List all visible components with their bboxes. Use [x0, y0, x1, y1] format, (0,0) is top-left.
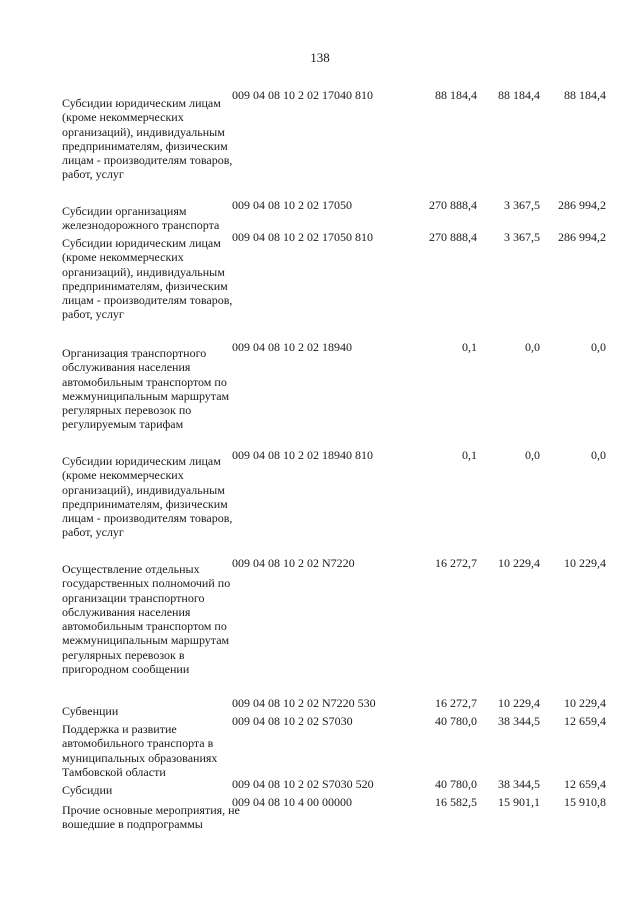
row-value-1: 88 184,4: [435, 88, 477, 102]
row-value-3: 10 229,4: [564, 696, 606, 710]
row-name: Субсидии юридическим лицам (кроме некоммерческих организаций), индивидуальным предпринимателям, физическим лицам - производителям товаров, работ, услуг: [62, 236, 233, 322]
row-value-1: 270 888,4: [429, 198, 477, 212]
row-code: 009 04 08 10 2 02 N7220 530: [232, 696, 376, 710]
row-value-3: 286 994,2: [558, 230, 606, 244]
row-value-3: 0,0: [591, 448, 606, 462]
row-code: 009 04 08 10 2 02 17050 810: [232, 230, 373, 244]
row-name: Прочие основные мероприятия, не вошедшие в подпрограммы: [62, 803, 240, 832]
row-value-2: 15 901,1: [498, 795, 540, 809]
row-value-3: 10 229,4: [564, 556, 606, 570]
row-value-2: 88 184,4: [498, 88, 540, 102]
row-value-2: 0,0: [525, 340, 540, 354]
row-code: 009 04 08 10 2 02 N7220: [232, 556, 355, 570]
row-value-3: 12 659,4: [564, 777, 606, 791]
row-code: 009 04 08 10 2 02 S7030: [232, 714, 353, 728]
row-name: Субсидии организациям железнодорожного транспорта: [62, 204, 220, 233]
row-value-3: 286 994,2: [558, 198, 606, 212]
row-value-3: 88 184,4: [564, 88, 606, 102]
row-value-2: 3 367,5: [504, 198, 540, 212]
row-name: Субсидии: [62, 783, 113, 797]
row-value-3: 0,0: [591, 340, 606, 354]
row-value-2: 10 229,4: [498, 696, 540, 710]
row-name: Поддержка и развитие автомобильного транспорта в муниципальных образованиях Тамбовской области: [62, 722, 218, 779]
row-code: 009 04 08 10 4 00 00000: [232, 795, 352, 809]
row-value-2: 38 344,5: [498, 777, 540, 791]
row-value-2: 10 229,4: [498, 556, 540, 570]
row-value-2: 38 344,5: [498, 714, 540, 728]
row-code: 009 04 08 10 2 02 18940 810: [232, 448, 373, 462]
row-value-1: 40 780,0: [435, 777, 477, 791]
row-code: 009 04 08 10 2 02 17040 810: [232, 88, 373, 102]
row-name: Организация транспортного обслуживания населения автомобильным транспортом по межмуниципальным маршрутам регулярных перевозок по регулируемым тарифам: [62, 346, 230, 432]
page-number: 138: [310, 50, 330, 65]
row-name: Субвенции: [62, 704, 119, 718]
row-code: 009 04 08 10 2 02 17050: [232, 198, 352, 212]
row-value-1: 0,1: [462, 340, 477, 354]
row-value-2: 3 367,5: [504, 230, 540, 244]
row-name: Субсидии юридическим лицам (кроме некоммерческих организаций), индивидуальным предпринимателям, физическим лицам - производителям товаров, работ, услуг: [62, 96, 233, 182]
row-name: Субсидии юридическим лицам (кроме некоммерческих организаций), индивидуальным предпринимателям, физическим лицам - производителям товаров, работ, услуг: [62, 454, 233, 540]
row-value-1: 40 780,0: [435, 714, 477, 728]
row-value-1: 16 272,7: [435, 556, 477, 570]
row-value-1: 16 272,7: [435, 696, 477, 710]
row-name: Осуществление отдельных государственных полномочий по организации транспортного обслуживания населения автомобильным транспортом по межмуниципальным маршрутам регулярных перевозок в пригородном сообщении: [62, 562, 231, 677]
row-value-3: 12 659,4: [564, 714, 606, 728]
row-value-1: 270 888,4: [429, 230, 477, 244]
row-code: 009 04 08 10 2 02 S7030 520: [232, 777, 374, 791]
row-value-2: 0,0: [525, 448, 540, 462]
row-value-3: 15 910,8: [564, 795, 606, 809]
row-code: 009 04 08 10 2 02 18940: [232, 340, 352, 354]
row-value-1: 0,1: [462, 448, 477, 462]
row-value-1: 16 582,5: [435, 795, 477, 809]
